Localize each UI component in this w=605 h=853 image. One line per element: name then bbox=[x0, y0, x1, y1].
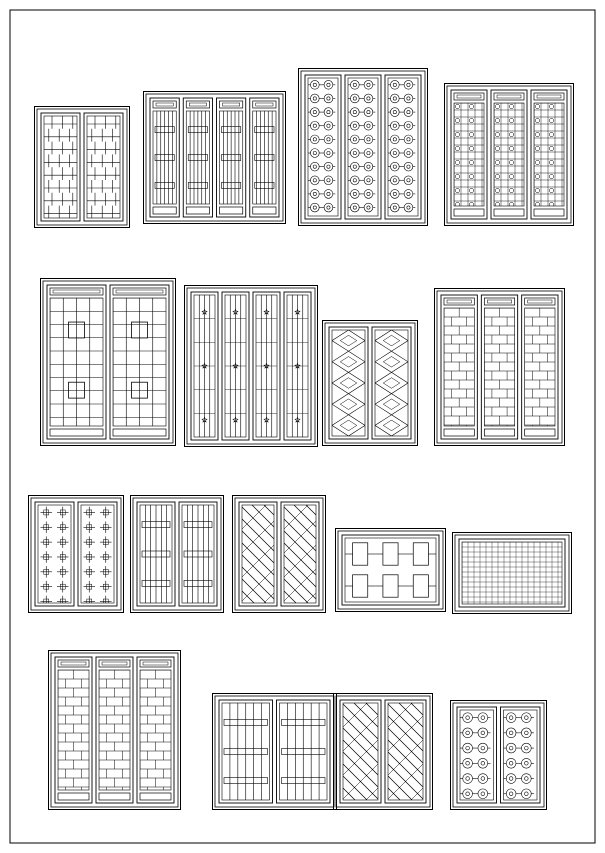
window-panel bbox=[491, 90, 527, 219]
window-panel bbox=[41, 113, 80, 221]
window-double-diagonal-fret-drawing bbox=[232, 495, 326, 613]
window-panel bbox=[253, 292, 280, 440]
window-double-bars-small-drawing bbox=[212, 693, 337, 810]
window-panel bbox=[78, 502, 117, 607]
window-panel bbox=[451, 90, 487, 219]
window-panel bbox=[84, 113, 123, 221]
window-quad-vertical-bars bbox=[143, 91, 286, 224]
window-panel bbox=[277, 700, 331, 803]
window-double-cross-pattern bbox=[28, 495, 124, 613]
window-triple-dense-lattice-drawing bbox=[444, 83, 574, 226]
window-double-diagonal-fret bbox=[232, 495, 326, 613]
window-triple-brick-lattice-drawing bbox=[434, 288, 565, 446]
window-panel bbox=[345, 75, 381, 219]
window-triple-dense-lattice bbox=[444, 83, 574, 226]
window-double-square-lattice bbox=[40, 278, 176, 446]
window-double-diamond bbox=[322, 320, 418, 446]
window-panel bbox=[441, 295, 477, 439]
window-panel bbox=[281, 502, 319, 606]
window-double-diagonal-small bbox=[333, 693, 433, 810]
window-panel bbox=[531, 90, 567, 219]
window-triple-brick-tall bbox=[48, 650, 181, 810]
window-panel bbox=[329, 327, 368, 439]
window-panel bbox=[250, 98, 279, 217]
window-double-bars-small bbox=[212, 693, 337, 810]
window-panel bbox=[372, 327, 411, 439]
window-double-bars bbox=[130, 495, 224, 613]
window-panel bbox=[219, 700, 273, 803]
window-double-diamond-drawing bbox=[322, 320, 418, 446]
window-double-bars-drawing bbox=[130, 495, 224, 613]
window-panel bbox=[217, 98, 246, 217]
window-panel bbox=[191, 292, 218, 440]
window-triple-floral-drawing bbox=[298, 68, 428, 226]
window-single-key-fret-drawing bbox=[335, 528, 446, 612]
window-panel bbox=[522, 295, 558, 439]
window-panel bbox=[385, 700, 426, 803]
window-panel bbox=[222, 292, 249, 440]
window-single-fine-grid bbox=[452, 532, 572, 614]
window-panel bbox=[179, 502, 217, 606]
window-single-fine-grid-drawing bbox=[452, 532, 572, 614]
window-panel bbox=[96, 657, 133, 803]
window-panel bbox=[457, 707, 497, 803]
window-triple-brick-lattice bbox=[434, 288, 565, 446]
window-quad-vertical-bars-drawing bbox=[143, 91, 286, 224]
window-panel bbox=[239, 502, 277, 606]
window-panel bbox=[110, 285, 169, 439]
window-panel bbox=[150, 98, 179, 217]
window-panel bbox=[35, 502, 74, 607]
window-triple-brick-tall-drawing bbox=[48, 650, 181, 810]
window-panel bbox=[183, 98, 212, 217]
window-panel bbox=[137, 502, 175, 606]
window-panel bbox=[55, 657, 92, 803]
window-double-square-lattice-drawing bbox=[40, 278, 176, 446]
window-panel bbox=[284, 292, 311, 440]
window-panel bbox=[385, 75, 421, 219]
window-quad-star-lattice-drawing bbox=[184, 285, 318, 447]
window-panel bbox=[342, 535, 439, 605]
window-panel bbox=[47, 285, 106, 439]
window-double-floral-small-drawing bbox=[450, 700, 547, 810]
window-panel bbox=[340, 700, 381, 803]
window-panel bbox=[137, 657, 174, 803]
window-single-key-fret bbox=[335, 528, 446, 612]
window-double-floral-small bbox=[450, 700, 547, 810]
window-triple-floral bbox=[298, 68, 428, 226]
window-panel bbox=[481, 295, 517, 439]
window-double-lattice-small bbox=[34, 106, 130, 228]
window-panel bbox=[305, 75, 341, 219]
window-quad-star-lattice bbox=[184, 285, 318, 447]
window-panel bbox=[501, 707, 541, 803]
window-double-diagonal-small-drawing bbox=[333, 693, 433, 810]
window-panel bbox=[459, 539, 565, 607]
window-double-lattice-small-drawing bbox=[34, 106, 130, 228]
window-double-cross-pattern-drawing bbox=[28, 495, 124, 613]
